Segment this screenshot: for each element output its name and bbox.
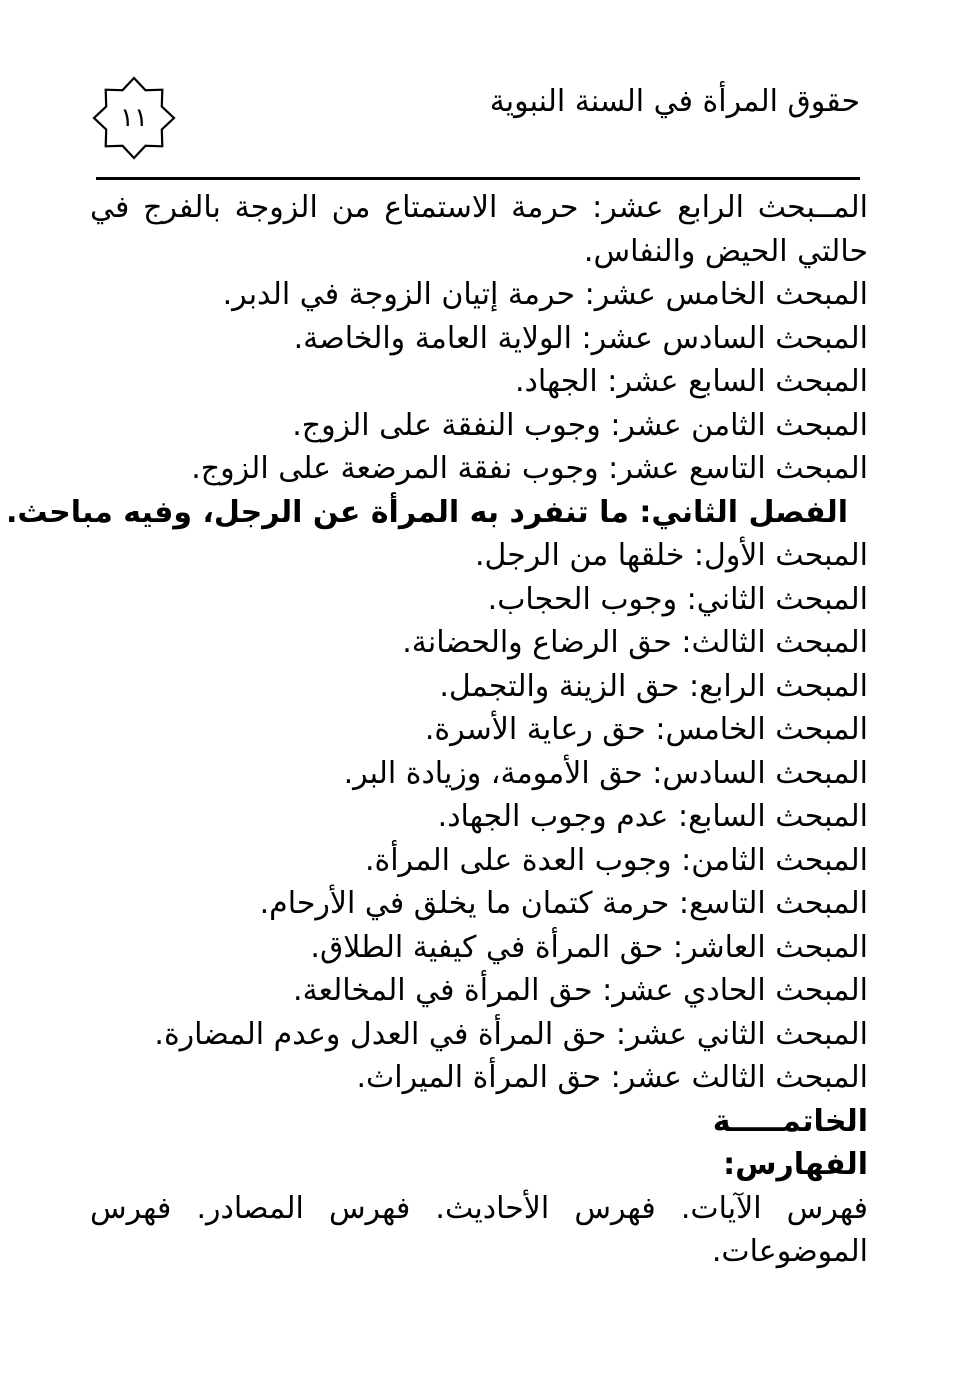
running-header-title: حقوق المرأة في السنة النبوية (489, 84, 860, 119)
toc-line: المبحث السادس: حق الأمومة، وزيادة البر. (343, 755, 868, 791)
toc-line: المبحث الثامن عشر: وجوب النفقة على الزوج. (292, 407, 868, 443)
toc-line: المبحث العاشر: حق المرأة في كيفية الطلاق. (310, 929, 868, 965)
header-divider (96, 177, 860, 180)
toc-line: المــبحث الرابع عشر: حرمة الاستمتاع من الزوجة بالفرج في (90, 190, 868, 225)
toc-line: المبحث الثاني عشر: حق المرأة في العدل وعدم المضارة. (154, 1016, 868, 1052)
toc-line: فهرس الآيات. فهرس الأحاديث. فهرس المصادر. فهرس (90, 1190, 868, 1226)
toc-line: المبحث الخامس عشر: حرمة إتيان الزوجة في الدبر. (222, 277, 868, 312)
section-heading: الفصل الثاني: ما تنفرد به المرأة عن الرجل، وفيه مباحث. (5, 494, 848, 530)
toc-line: حالتي الحيض والنفاس. (583, 233, 868, 269)
toc-line: المبحث التاسع عشر: وجوب نفقة المرضعة على الزوج. (191, 451, 868, 486)
page-number-badge (92, 76, 176, 160)
toc-line: المبحث التاسع: حرمة كتمان ما يخلق في الأرحام. (259, 886, 868, 921)
toc-line: المبحث الرابع: حق الزينة والتجمل. (439, 668, 868, 704)
toc-line: المبحث الثاني: وجوب الحجاب. (487, 581, 868, 617)
section-heading: الفهارس: (723, 1147, 868, 1182)
toc-line: المبحث الثالث عشر: حق المرأة الميراث. (356, 1060, 868, 1095)
toc-line: المبحث السابع عشر: الجهاد. (514, 364, 868, 399)
toc-line: المبحث الثالث: حق الرضاع والحضانة. (402, 625, 868, 660)
toc-line: المبحث الثامن: وجوب العدة على المرأة. (364, 842, 868, 878)
page-number: ١١ (120, 103, 148, 133)
toc-line: المبحث الخامس: حق رعاية الأسرة. (424, 712, 868, 747)
toc-line: المبحث الحادي عشر: حق المرأة في المخالعة. (293, 973, 868, 1008)
toc-body (5, 186, 868, 1274)
toc-line: المبحث الأول: خلقها من الرجل. (474, 538, 868, 573)
toc-line: المبحث السابع: عدم وجوب الجهاد. (437, 799, 868, 834)
toc-line: المبحث السادس عشر: الولاية العامة والخاصة. (293, 320, 868, 356)
toc-line: الموضوعات. (711, 1234, 868, 1269)
section-heading: الخاتمـــــة (712, 1103, 868, 1139)
